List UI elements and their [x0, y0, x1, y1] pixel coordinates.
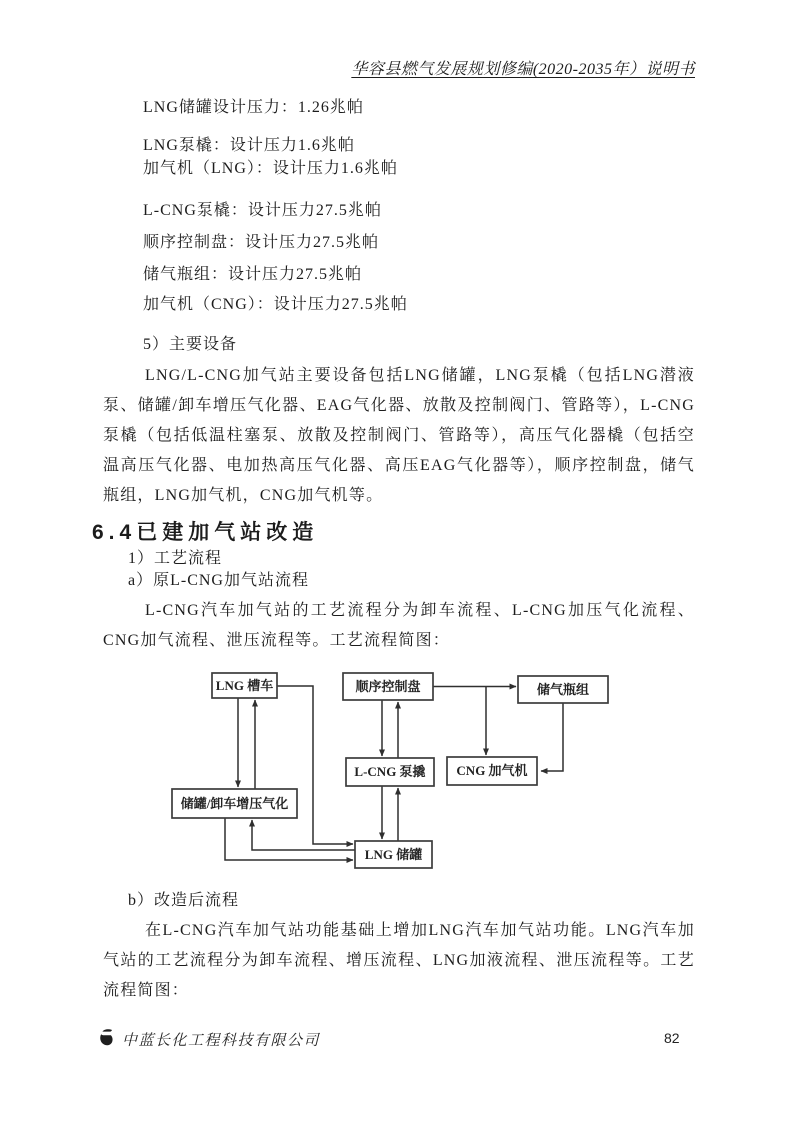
- sub-item-modified-process: b）改造后流程: [128, 892, 240, 909]
- spec-line-dispenser-lng: 加气机（LNG）：设计压力1.6兆帕: [143, 160, 398, 177]
- page-number: 82: [664, 1030, 680, 1046]
- paragraph-modified-process: 在L-CNG汽车加气站功能基础上增加LNG汽车加气站功能。LNG汽车加气站的工艺流程分为卸车流程、增压流程、LNG加液流程、泄压流程等。工艺流程简图：: [103, 922, 695, 999]
- spec-line-cylinder-group: 储气瓶组：设计压力27.5兆帕: [143, 266, 363, 283]
- flow-label-lng-storage-tank: LNG 储罐: [364, 847, 423, 862]
- spec-line-lng-pump: LNG泵橇：设计压力1.6兆帕: [143, 137, 355, 154]
- flow-label-cng-dispenser: CNG 加气机: [456, 763, 528, 778]
- process-flow-diagram: [150, 663, 670, 888]
- spec-line-lcng-pump: L-CNG泵橇：设计压力27.5兆帕: [143, 202, 382, 219]
- sub-item-process-flow: 1）工艺流程: [128, 550, 223, 567]
- list-item-main-equipment: 5）主要设备: [143, 336, 238, 353]
- sub-item-original-station: a）原L-CNG加气站流程: [128, 572, 309, 589]
- paragraph-original-process: L-CNG汽车加气站的工艺流程分为卸车流程、L-CNG加压气化流程、CNG加气流程、泄压流程等。工艺流程简图：: [103, 602, 695, 649]
- page-header: [0, 56, 695, 79]
- spec-line-control-panel: 顺序控制盘：设计压力27.5兆帕: [143, 234, 380, 251]
- spec-line-dispenser-cng: 加气机（CNG）：设计压力27.5兆帕: [143, 296, 408, 313]
- flow-label-cylinder-group: 储气瓶组: [536, 682, 590, 697]
- section-heading-6-4: 6.4已建加气站改造: [92, 521, 319, 544]
- flow-label-lng-tanker: LNG 槽车: [215, 678, 274, 693]
- footer-company-name: 中蓝长化工程科技有限公司: [122, 1033, 321, 1049]
- header-title: 华容县燃气发展规划修编(2020-2035年）说明书: [351, 61, 695, 78]
- flow-label-lcng-pump: L-CNG 泵撬: [354, 764, 426, 779]
- flow-label-unload-vaporizer: 储罐/卸车增压气化: [180, 796, 289, 811]
- page-content: [90, 98, 696, 1006]
- spec-line-lng-tank: LNG储罐设计压力：1.26兆帕: [143, 99, 364, 116]
- flow-label-control-panel: 顺序控制盘: [355, 679, 421, 694]
- company-logo-icon: [98, 1028, 114, 1053]
- paragraph-equipment: LNG/L-CNG加气站主要设备包括LNG储罐，LNG泵橇（包括LNG潜液泵、储罐/卸车增压气化器、EAG气化器、放散及控制阀门、管路等），L-CNG泵橇（包括低温柱塞泵、放散及控制阀门、管路等），高压气化器橇（包括空温高压气化器、电加热高压气化器、高压EAG气化器等），顺序控制盘，储气瓶组，LNG加气机，CNG加气机等。: [103, 367, 695, 504]
